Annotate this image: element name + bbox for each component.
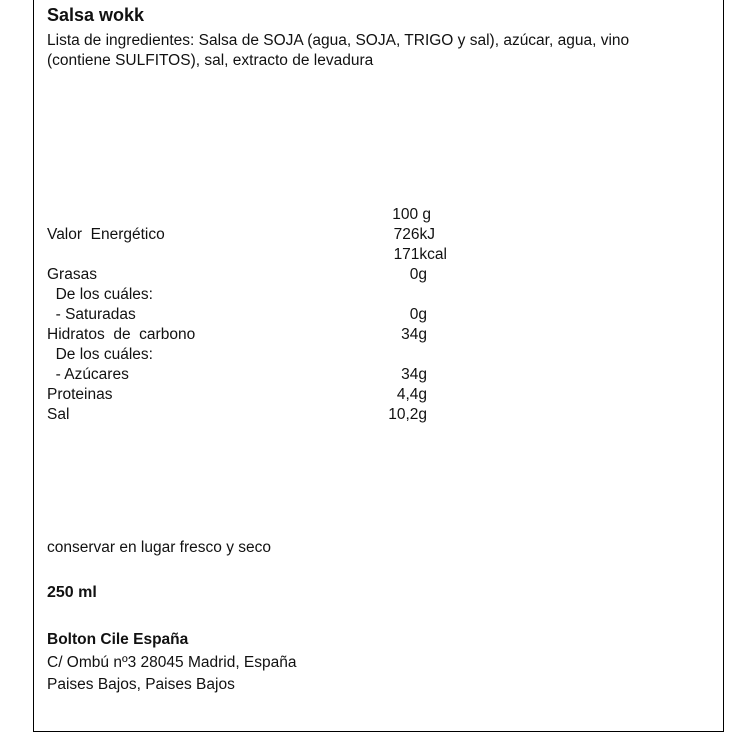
ingredients-list: Lista de ingredientes: Salsa de SOJA (agua, SOJA, TRIGO y sal), azúcar, agua, vino (contiene SULFITOS), sal, extracto de levadura (47, 32, 630, 69)
nutrition-value: 34g (401, 326, 427, 343)
nutrition-label: Hidratos de carbono (47, 326, 196, 343)
company-origin: Paises Bajos, Paises Bajos (47, 676, 235, 693)
nutrition-row-saturated (47, 305, 467, 325)
nutrition-row-protein (47, 385, 467, 405)
nutrition-row-energy-kj (47, 225, 467, 245)
nutrition-label: - Azúcares (47, 366, 129, 383)
nutrition-label: De los cuáles: (47, 286, 153, 303)
storage-instructions: conservar en lugar fresco y seco (47, 539, 271, 556)
company-name: Bolton Cile España (47, 631, 189, 648)
nutrition-label: Proteinas (47, 386, 113, 403)
nutrition-label: Grasas (47, 266, 97, 283)
nutrition-row-fat-sub (47, 285, 467, 305)
nutrition-label: Valor Energético (47, 226, 165, 243)
nutrition-value: 726kJ (393, 226, 435, 243)
nutrition-row-carbs (47, 325, 467, 345)
nutrition-value: 10,2g (388, 406, 427, 423)
nutrition-row-carbs-sub (47, 345, 467, 365)
nutrition-row-salt (47, 405, 467, 425)
nutrition-row-fat (47, 265, 467, 285)
nutrition-value: 171kcal (393, 246, 447, 263)
nutrition-label: Sal (47, 406, 70, 423)
nutrition-row-energy-kcal (47, 245, 467, 265)
nutrition-value: 4,4g (396, 386, 427, 403)
nutrition-value: 0g (409, 266, 427, 283)
nutrition-row-sugars (47, 365, 467, 385)
nutrition-label: De los cuáles: (47, 346, 153, 363)
nutrition-header-row (47, 205, 467, 225)
nutrition-value: 34g (401, 366, 427, 383)
product-title: Salsa wokk (47, 5, 145, 25)
company-address: C/ Ombú nº3 28045 Madrid, España (47, 654, 297, 671)
nutrition-value: 0g (409, 306, 427, 323)
nutrition-header: 100 g (392, 206, 431, 223)
nutrition-label: - Saturadas (47, 306, 136, 323)
product-volume: 250 ml (47, 584, 97, 601)
